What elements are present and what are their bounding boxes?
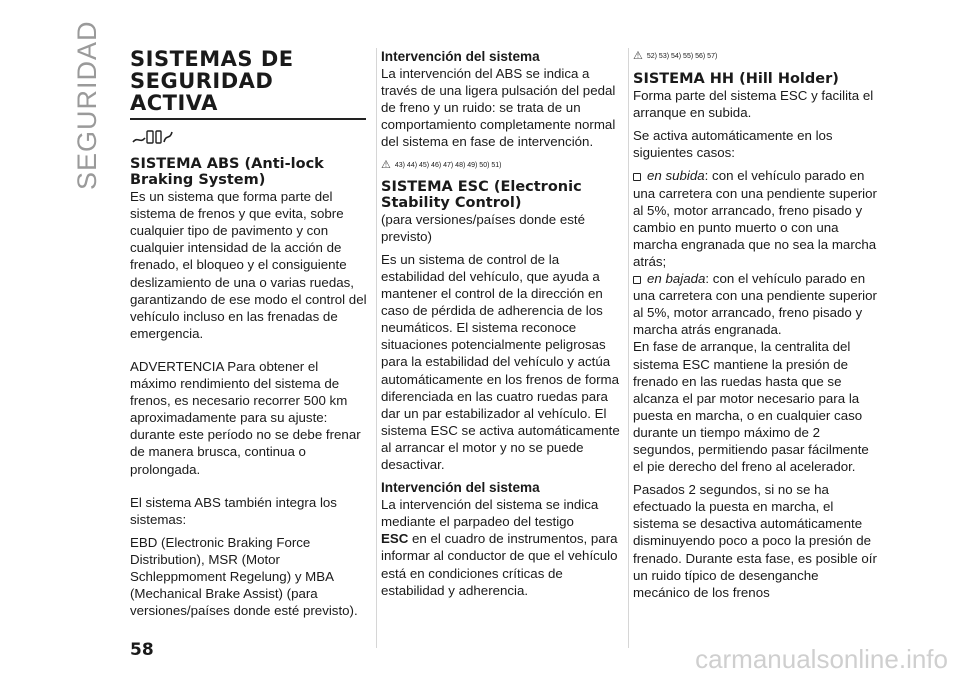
refs-text: 52) 53) 54) 55) 56) 57): [646, 53, 718, 60]
hh-paragraph-4: Pasados 2 segundos, si no se ha efectuado la puesta en marcha, el sistema se desactiva automáticamente disminuyendo poco a poco la presión de frenado. Durante esta fase, es posible oír un ruido típico de desenganche mecánico de los frenos: [633, 482, 877, 600]
abs-paragraph-1: Es un sistema que forma parte del sistema de frenos y que evita, sobre cualquier tipo de pavimento y con cualquier intensidad de la acción de frenado, el bloqueo y el consiguiente deslizamiento de una o varias ruedas, garantizando de ese modo el control del vehículo incluso en las frenadas de emergencia.: [130, 189, 367, 341]
column-3: [633, 48, 878, 607]
hh-paragraph-2: Se activa automáticamente en los siguientes casos:: [633, 128, 833, 161]
esc-indicator-label: ESC: [381, 531, 409, 547]
column-2: [381, 48, 621, 605]
warning-refs-2: [633, 48, 878, 65]
hh-paragraph-1: Forma parte del sistema ESC y facilita el arranque en subida.: [633, 88, 874, 121]
title-underline: [130, 118, 366, 120]
warning-triangle-icon: ⚠: [633, 50, 643, 62]
bullet-icon: [633, 173, 641, 181]
section-label: SEGURIDAD: [72, 20, 102, 190]
hh-bullet-uphill: en subida: con el vehículo parado en una carretera con una pendiente superior al 5%, motor arrancado, freno pisado y cambio en punto muerto o con una marcha engranada que no sea la marcha atrás;: [633, 168, 877, 269]
footer-watermark: carmanualsonline.info: [695, 644, 948, 674]
warning-refs: [381, 157, 621, 174]
column-divider-1: [376, 48, 377, 648]
column-divider-2: [628, 48, 629, 648]
page-number: 58: [130, 640, 154, 660]
column-1: [130, 48, 368, 625]
esc-intervention-heading: Intervención del sistema: [381, 480, 540, 496]
skid-warning-icon: [130, 128, 368, 150]
hh-paragraph-3: En fase de arranque, la centralita del sistema ESC mantiene la presión de frenado en las ruedas hasta que se alcanza el par motor necesario para la puesta en marcha, o en cualquier caso durante un tiempo máximo de 2 segundos, permitiendo pasar fácilmente el pie derecho del freno al acelerador.: [633, 339, 869, 475]
esc-description: Es un sistema de control de la estabilidad del vehículo, que ayuda a mantener el control de la dirección en caso de pérdida de adherencia de los neumáticos. El sistema reconoce situaciones potencialmente peligrosas para la estabilidad del vehículo y actúa automáticamente en los frenos de forma diferenciada en las cuatro ruedas para dar un par estabilizador al vehículo. El sistema ESC se activa automáticamente al arrancar el motor y no se puede desactivar.: [381, 251, 620, 472]
esc-intervention-text: La intervención del sistema se indica mediante el parpadeo del testigo ESC en el cuadro de instrumentos, para informar al conductor de que el vehículo está en condiciones críticas de estabilidad y adherencia.: [381, 497, 618, 598]
abs-intervention-heading: Intervención del sistema: [381, 49, 540, 64]
abs-paragraph-2: El sistema ABS también integra los sistemas:: [130, 494, 337, 527]
abs-paragraph-3: EBD (Electronic Braking Force Distribution), MSR (Motor Schleppmoment Regelung) y MBA (Mechanical Brake Assist) (para versiones/países donde esté previsto).: [130, 534, 358, 619]
esc-availability: (para versiones/países donde esté previsto): [381, 211, 586, 244]
abs-heading: SISTEMA ABS (Anti-lock Braking System): [130, 156, 324, 189]
abs-intervention-text: La intervención del ABS se indica a través de una ligera pulsación del pedal de freno y un ruido: se trata de un comportamiento completamente normal del sistema en fase de intervención.: [381, 66, 616, 150]
hh-bullet-downhill: en bajada: con el vehículo parado en una carretera con una pendiente superior al 5%, motor arrancado, freno pisado y marcha atrás engranada.: [633, 271, 877, 338]
bullet-icon: [633, 276, 641, 284]
esc-heading: SISTEMA ESC (Electronic Stability Control): [381, 178, 582, 211]
warning-triangle-icon: ⚠: [381, 158, 391, 171]
hh-heading: SISTEMA HH (Hill Holder): [633, 71, 839, 88]
abs-warning: ADVERTENCIA Para obtener el máximo rendimiento del sistema de frenos, es necesario recorrer 500 km aproximadamente para su ajuste: durante este período no se debe frenar de manera brusca, continua o prolongada.: [130, 358, 361, 477]
page-title: SISTEMAS DE SEGURIDAD ACTIVA: [130, 47, 294, 115]
refs-text: 43) 44) 45) 46) 47) 48) 49) 50) 51): [394, 161, 502, 169]
